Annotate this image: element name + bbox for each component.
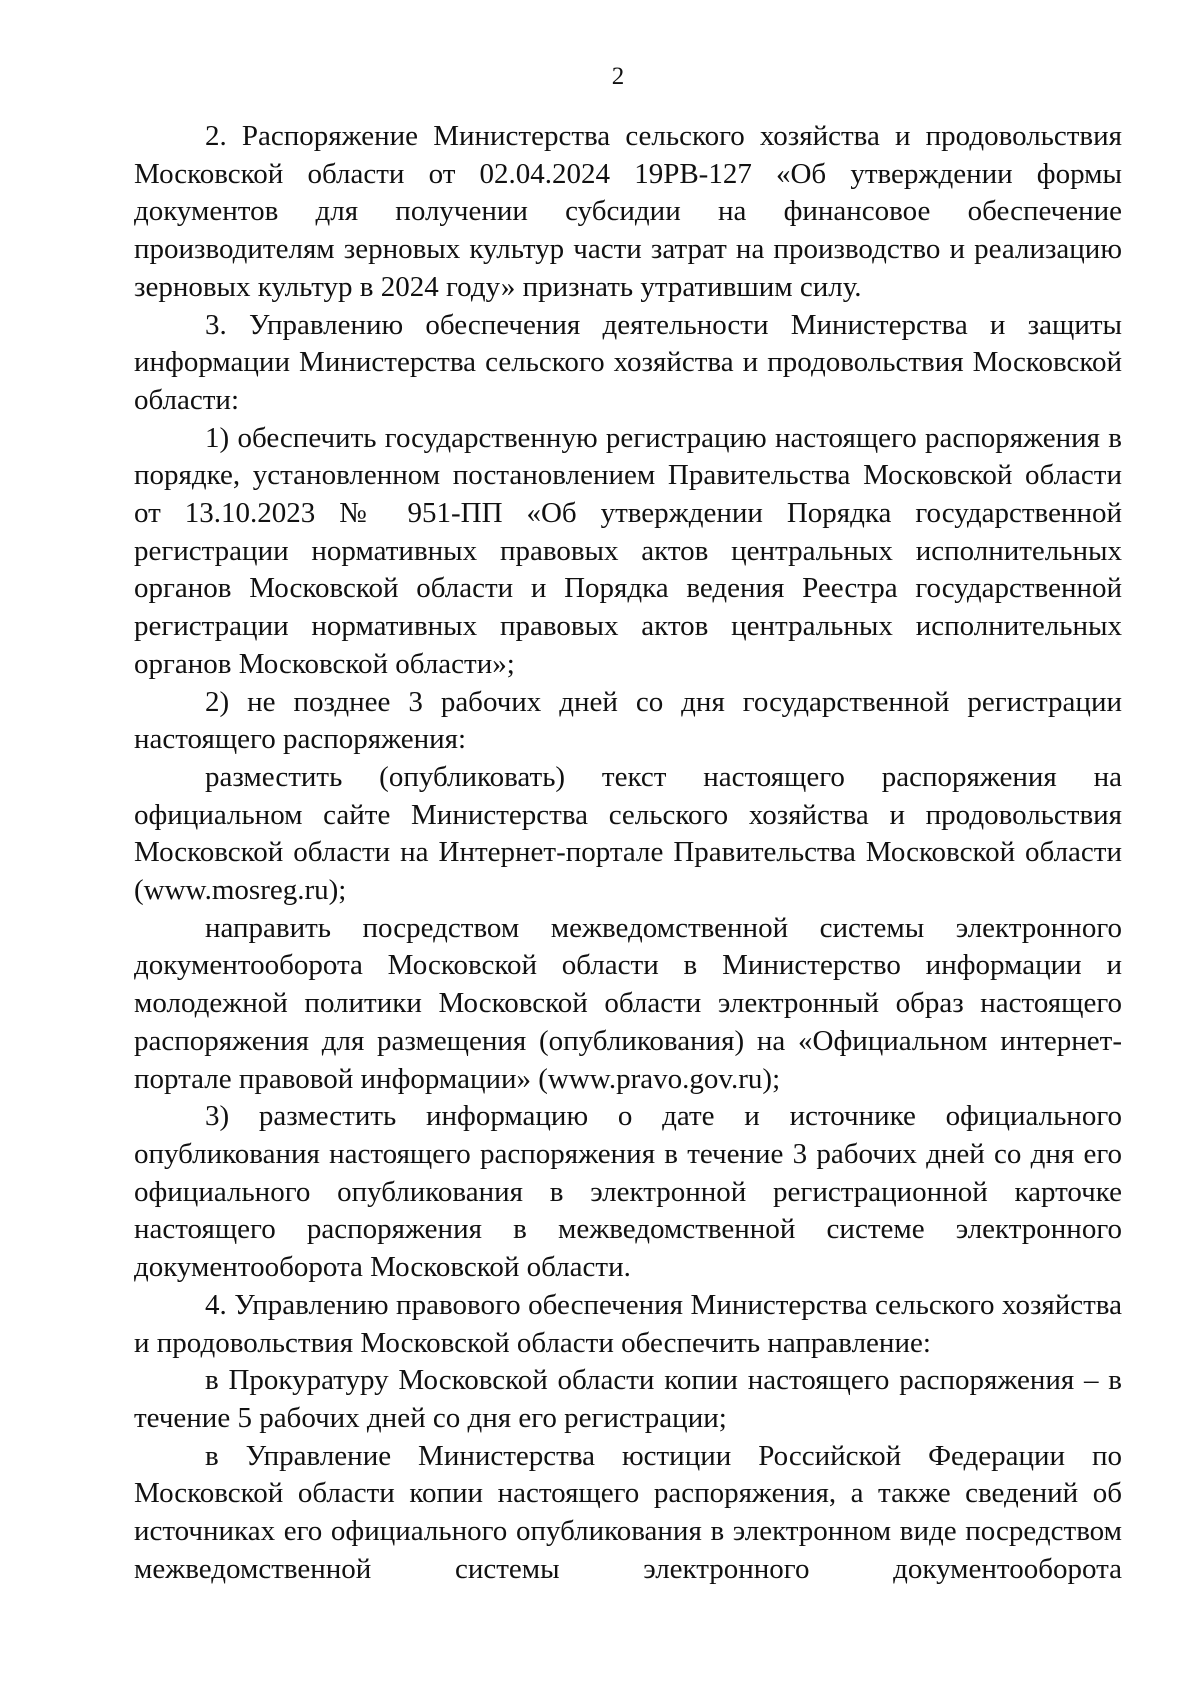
paragraph-item-4: 4. Управлению правового обеспечения Министерства сельского хозяйства и продовольствия Московской области обеспечить направление:: [134, 1288, 1122, 1359]
subparagraph-3-2-send: направить посредством межведомственной системы электронного документооборота Московской области в Министерство информации и молодежной политики Московской области электронный образ настоящего распоряжения для размещения (опубликования) на «Официальном интернет-портале правовой информации» (www.pravo.gov.ru);: [134, 911, 1122, 1095]
document-body: [134, 118, 1122, 1588]
subparagraph-3-3: 3) разместить информацию о дате и источнике официального опубликования настоящего распоряжения в течение 3 рабочих дней со дня его официального опубликования в электронной регистрационной карточке настоящего распоряжения в межведомственной системе электронного документооборота Московской области.: [134, 1100, 1122, 1284]
subparagraph-4-justice: в Управление Министерства юстиции Российской Федерации по Московской области копии настоящего распоряжения, а также сведений об источниках его официального опубликования в электронном виде посредством межведомственной системы электронного документооборота: [134, 1439, 1122, 1585]
subparagraph-3-1: 1) обеспечить государственную регистрацию настоящего распоряжения в порядке, установленном постановлением Правительства Московской области от 13.10.2023 № 951-ПП «Об утверждении Порядка государственной регистрации нормативных правовых актов центральных исполнительных органов Московской области и Порядка ведения Реестра государственной регистрации нормативных правовых актов центральных исполнительных органов Московской области»;: [134, 421, 1122, 680]
subparagraph-4-prosecutor: в Прокуратуру Московской области копии настоящего распоряжения – в течение 5 рабочих дней со дня его регистрации;: [134, 1364, 1122, 1434]
subparagraph-3-2: 2) не позднее 3 рабочих дней со дня государственной регистрации настоящего распоряжения:: [134, 685, 1122, 756]
subparagraph-3-2-publish: разместить (опубликовать) текст настоящего распоряжения на официальном сайте Министерства сельского хозяйства и продовольствия Московской области на Интернет-портале Правительства Московской области (www.mosreg.ru);: [134, 760, 1122, 907]
paragraph-item-3: 3. Управлению обеспечения деятельности Министерства и защиты информации Министерства сельского хозяйства и продовольствия Московской области:: [134, 308, 1122, 416]
paragraph-item-2: 2. Распоряжение Министерства сельского хозяйства и продовольствия Московской области от 02.04.2024 19РВ-127 «Об утверждении формы документов для получении субсидии на финансовое обеспечение производителям зерновых культур части затрат на производство и реализацию зерновых культур в 2024 году» признать утратившим силу.: [134, 120, 1122, 303]
page-number: 2: [611, 63, 625, 90]
